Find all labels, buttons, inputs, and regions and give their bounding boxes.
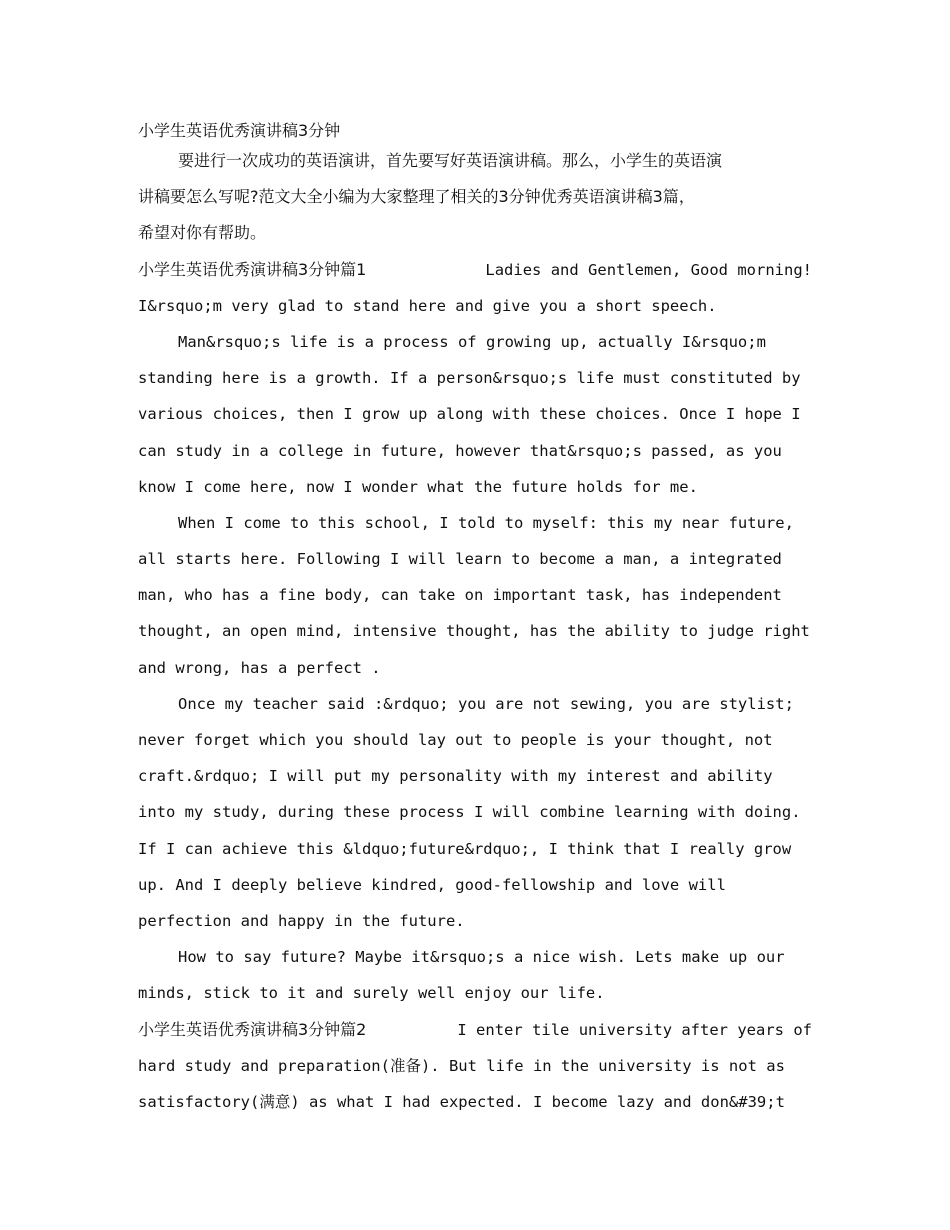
paragraph-line: all starts here. Following I will learn to become a man, a integrated [138,550,782,569]
paragraph-line: When I come to this school, I told to myself: this my near future, [178,513,794,532]
paragraph-line: I&rsquo;m very glad to stand here and give you a short speech. [138,296,717,315]
paragraph-line: never forget which you should lay out to people is your thought, not [138,731,773,749]
paragraph-line: minds, stick to it and surely well enjoy our life. [138,984,605,1003]
paragraph-line: standing here is a growth. If a person&rsquo;s life must constituted by [138,369,801,388]
paragraph-line: and wrong, has a perfect . [138,658,381,677]
intro-line: 讲稿要怎么写呢?范文大全小编为大家整理了相关的3分钟优秀英语演讲稿3篇， [138,187,695,207]
document-title: 小学生英语优秀演讲稿3分钟 [138,121,341,140]
paragraph-line: know I come here, now I wonder what the future holds for me. [138,477,698,496]
document-page [138,118,812,1120]
section-2-heading: 小学生英语优秀演讲稿3分钟篇2 [138,1019,367,1039]
section-1-heading: 小学生英语优秀演讲稿3分钟篇1 [138,259,367,279]
paragraph-line: man, who has a fine body, can take on important task, has independent [138,586,782,605]
section-1-text: Ladies and Gentlemen, Good morning! [485,260,812,279]
paragraph-line: can study in a college in future, however that&rsquo;s passed, as you [138,441,782,460]
paragraph-line: How to say future? Maybe it&rsquo;s a nice wish. Lets make up our [178,948,785,967]
paragraph-line: Man&rsquo;s life is a process of growing up, actually I&rsquo;m [178,332,766,351]
paragraph-line: If I can achieve this &ldquo;future&rdquo;, I think that I really grow [138,839,792,858]
intro-line: 希望对你有帮助。 [138,223,267,243]
paragraph-line: perfection and happy in the future. [138,911,465,930]
paragraph-line: thought, an open mind, intensive thought, has the ability to judge right [138,622,810,641]
section-1-heading-line [138,252,812,288]
paragraph-line: craft.&rdquo; I will put my personality with my interest and ability [138,767,773,786]
section-2-text: I enter tile university after years of [457,1020,812,1039]
paragraph-line: into my study, during these process I will combine learning with doing. [138,803,801,822]
paragraph-line: hard study and preparation(准备). But life in the university is not as [138,1056,785,1075]
paragraph-line: Once my teacher said :&rdquo; you are not sewing, you are stylist; [178,694,794,713]
section-2-heading-line [138,1012,812,1048]
intro-line: 要进行一次成功的英语演讲，首先要写好英语演讲稿。那么，小学生的英语演 [178,151,723,170]
paragraph-line: various choices, then I grow up along with these choices. Once I hope I [138,405,801,424]
paragraph-line: satisfactory(满意) as what I had expected. I become lazy and don&#39;t [138,1092,785,1111]
paragraph-line: up. And I deeply believe kindred, good-fellowship and love will [138,875,726,894]
